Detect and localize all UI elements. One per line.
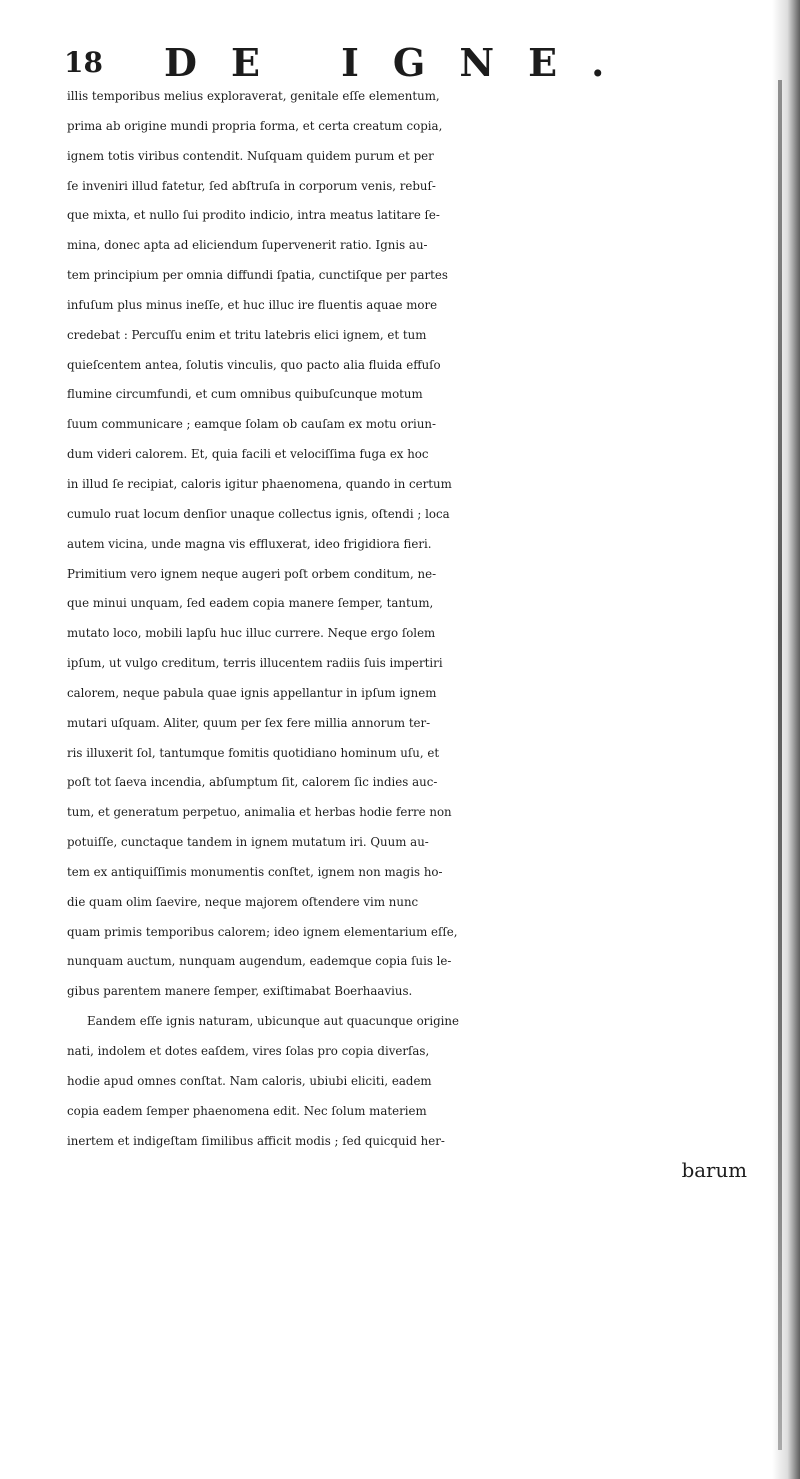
text-line: copia eadem ſemper phaenomena edit. Nec ſolum materiem <box>67 1103 427 1118</box>
text-line: quieſcentem antea, ſolutis vinculis, quo pacto alia fluida effuſo <box>67 357 441 372</box>
page-header <box>64 34 734 84</box>
body-text <box>67 82 767 1186</box>
text-line: ipſum, ut vulgo creditum, terris illucentem radiis ſuis impertiri <box>67 656 443 671</box>
running-title: DE IGNE. <box>164 40 639 85</box>
page-number: 18 <box>64 46 103 79</box>
text-line: que mixta, et nullo ſui prodito indicio, intra meatus latitare ſe- <box>67 208 440 223</box>
text-line: Primitium vero ignem neque augeri poſt orbem conditum, ne- <box>67 566 437 581</box>
text-line: quam primis temporibus calorem; ideo ignem elementarium eſſe, <box>67 924 458 939</box>
text-line: ſuum communicare ; eamque ſolam ob cauſam ex motu oriun- <box>67 417 437 432</box>
text-line: hodie apud omnes conſtat. Nam caloris, ubiubi eliciti, eadem <box>67 1073 432 1088</box>
text-line: gibus parentem manere ſemper, exiſtimabat Boerhaavius. <box>67 984 413 999</box>
text-line: mina, donec apta ad eliciendum ſupervenerit ratio. Ignis au- <box>67 238 428 253</box>
text-line: calorem, neque pabula quae ignis appellantur in ipſum ignem <box>67 685 437 700</box>
text-line: mutari uſquam. Aliter, quum per ſex fere millia annorum ter- <box>67 715 431 730</box>
text-line: que minui unquam, ſed eadem copia manere ſemper, tantum, <box>67 596 434 611</box>
text-line: flumine circumfundi, et cum omnibus quibuſcunque motum <box>67 387 423 402</box>
text-line: ſe inveniri illud fatetur, ſed abſtruſa in corporum venis, rebuſ- <box>67 178 436 193</box>
text-line: poſt tot ſaeva incendia, abſumptum ſit, calorem ſic indies auc- <box>67 775 438 790</box>
text-line: dum videri calorem. Et, quia facili et velociſſima fuga ex hoc <box>67 447 429 462</box>
paragraph-start-line: Eandem eſſe ignis naturam, ubicunque aut quacunque origine <box>87 1014 459 1029</box>
text-line: tum, et generatum perpetuo, animalia et herbas hodie ferre non <box>67 805 452 820</box>
text-line: infuſum plus minus ineſſe, et huc illuc ire fluentis aquae more <box>67 297 438 312</box>
text-line: tem principium per omnia diffundi ſpatia, cunctiſque per partes <box>67 268 448 283</box>
text-line: nati, indolem et dotes eaſdem, vires ſolas pro copia diverſas, <box>67 1044 430 1058</box>
text-line: die quam olim ſaevire, neque majorem oſtendere vim nunc <box>67 894 419 909</box>
text-line: illis temporibus melius exploraverat, genitale eſſe elementum, <box>67 89 440 103</box>
text-line: in illud ſe recipiat, caloris igitur phaenomena, quando in certum <box>67 476 452 491</box>
text-line: autem vicina, unde magna vis effluxerat, ideo frigidiora fieri. <box>67 536 432 551</box>
text-line: cumulo ruat locum denſior unaque collectus ignis, oſtendi ; loca <box>67 506 450 521</box>
text-line: potuiſſe, cunctaque tandem in ignem mutatum iri. Quum au- <box>67 835 429 850</box>
text-line: nunquam auctum, nunquam augendum, eademque copia ſuis le- <box>67 954 452 969</box>
text-line: ris illuxerit ſol, tantumque fomitis quotidiano hominum uſu, et <box>67 745 440 760</box>
text-line: mutato loco, mobili lapſu huc illuc currere. Neque ergo ſolem <box>67 626 436 641</box>
catchword: barum <box>681 1159 747 1183</box>
binding-edge <box>778 80 782 1450</box>
page-edge-shadow <box>772 0 800 1479</box>
text-line: credebat : Percuſſu enim et tritu latebris elici ignem, et tum <box>67 327 427 342</box>
text-line: inertem et indigeſtam ſimilibus afficit modis ; ſed quicquid her- <box>67 1133 445 1148</box>
text-line: prima ab origine mundi propria forma, et certa creatum copia, <box>67 118 443 133</box>
text-line: tem ex antiquiſſimis monumentis conſtet, ignem non magis ho- <box>67 864 443 879</box>
text-line: ignem totis viribus contendit. Nuſquam quidem purum et per <box>67 148 434 163</box>
